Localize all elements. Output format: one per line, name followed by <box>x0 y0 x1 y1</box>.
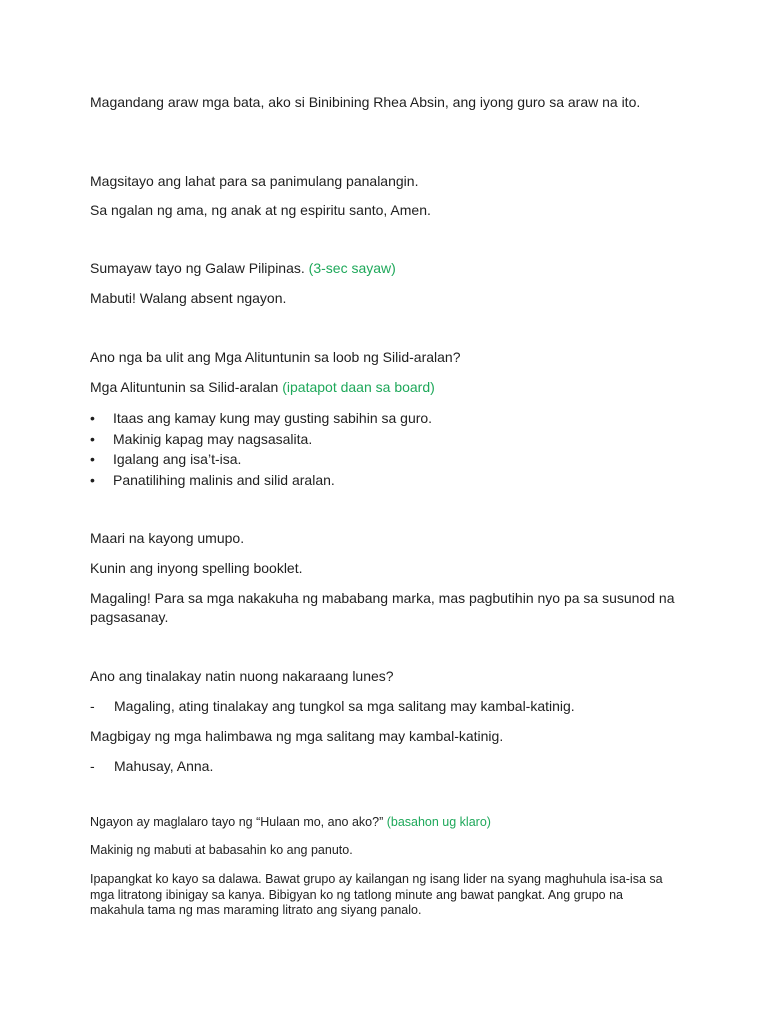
game-paragraph <box>90 815 680 831</box>
bullet-icon: • <box>90 410 95 426</box>
rule-text: Makinig kapag may nagsasalita. <box>113 430 313 447</box>
review-answer-text: Magaling, ating tinalakay ang tungkol sa mga salitang may kambal-katinig. <box>114 698 575 714</box>
dance-text: Sumayaw tayo ng Galaw Pilipinas. <box>90 260 309 276</box>
rules-question-paragraph <box>90 348 680 367</box>
review-question-paragraph <box>90 667 680 686</box>
dash-icon: - <box>90 698 95 714</box>
bullet-icon: • <box>90 430 95 447</box>
praise-paragraph <box>90 589 680 627</box>
listen-text: Makinig ng mabuti at babasahin ko ang panuto. <box>90 843 353 857</box>
instructions-paragraph <box>90 872 670 919</box>
list-item <box>90 470 680 491</box>
attendance-text: Mabuti! Walang absent ngayon. <box>90 290 287 306</box>
examples-prompt-paragraph <box>90 727 680 746</box>
bullet-icon: • <box>90 471 95 488</box>
examples-prompt-text: Magbigay ng mga halimbawa ng mga salitang may kambal-katinig. <box>90 728 504 744</box>
booklet-text: Kunin ang inyong spelling booklet. <box>90 560 303 576</box>
sit-text: Maari na kayong umupo. <box>90 530 245 546</box>
prayer-text: Sa ngalan ng ama, ng anak at ng espiritu santo, Amen. <box>90 202 431 218</box>
review-question-text: Ano ang tinalakay natin nuong nakaraang lunes? <box>90 668 394 684</box>
greeting-text: Magandang araw mga bata, ako si Binibining Rhea Absin, ang iyong guro sa araw na ito. <box>90 94 641 110</box>
list-item <box>90 449 680 470</box>
booklet-paragraph <box>90 559 680 578</box>
stand-paragraph <box>90 172 680 191</box>
stand-text: Magsitayo ang lahat para sa panimulang panalangin. <box>90 173 419 189</box>
greeting-paragraph <box>90 93 680 112</box>
dash-icon: - <box>90 758 95 774</box>
rules-note: (ipatapot daan sa board) <box>282 379 435 395</box>
rule-text: Igalang ang isa’t-isa. <box>113 451 242 467</box>
game-note: (basahon ug klaro) <box>386 815 491 829</box>
attendance-paragraph <box>90 289 680 308</box>
praise-text: Magaling! Para sa mga nakakuha ng mababang marka, mas pagbutihin nyo pa sa susunod na pagsasanay. <box>90 590 675 625</box>
rules-question-text: Ano nga ba ulit ang Mga Alituntunin sa loob ng Silid-aralan? <box>90 349 461 365</box>
dance-paragraph <box>90 259 680 278</box>
prayer-paragraph <box>90 201 680 220</box>
game-text: Ngayon ay maglalaro tayo ng “Hulaan mo, ano ako?” <box>90 815 387 829</box>
review-answer-item <box>90 697 680 716</box>
dance-note: (3-sec sayaw) <box>308 260 396 276</box>
sit-paragraph <box>90 529 680 548</box>
rule-text: Panatilihing malinis and silid aralan. <box>113 471 335 488</box>
rule-text: Itaas ang kamay kung may gusting sabihin sa guro. <box>113 410 433 426</box>
bullet-icon: • <box>90 451 95 467</box>
list-item <box>90 408 680 429</box>
list-item <box>90 429 680 450</box>
rules-title-paragraph <box>90 378 680 397</box>
rules-list <box>90 408 680 490</box>
rules-title-text: Mga Alituntunin sa Silid-aralan <box>90 379 283 395</box>
examples-answer-item <box>90 757 680 776</box>
listen-paragraph <box>90 843 680 859</box>
examples-answer-text: Mahusay, Anna. <box>114 758 214 774</box>
instructions-text: Ipapangkat ko kayo sa dalawa. Bawat grupo ay kailangan ng isang lider na syang maghuhula isa-isa sa mga litratong ibinigay sa kanya. Bibigyan ko ng tatlong minute ang bawat pangkat. Ang grupo na makahula tama ng mas maraming litrato ang siyang panalo. <box>90 872 663 917</box>
